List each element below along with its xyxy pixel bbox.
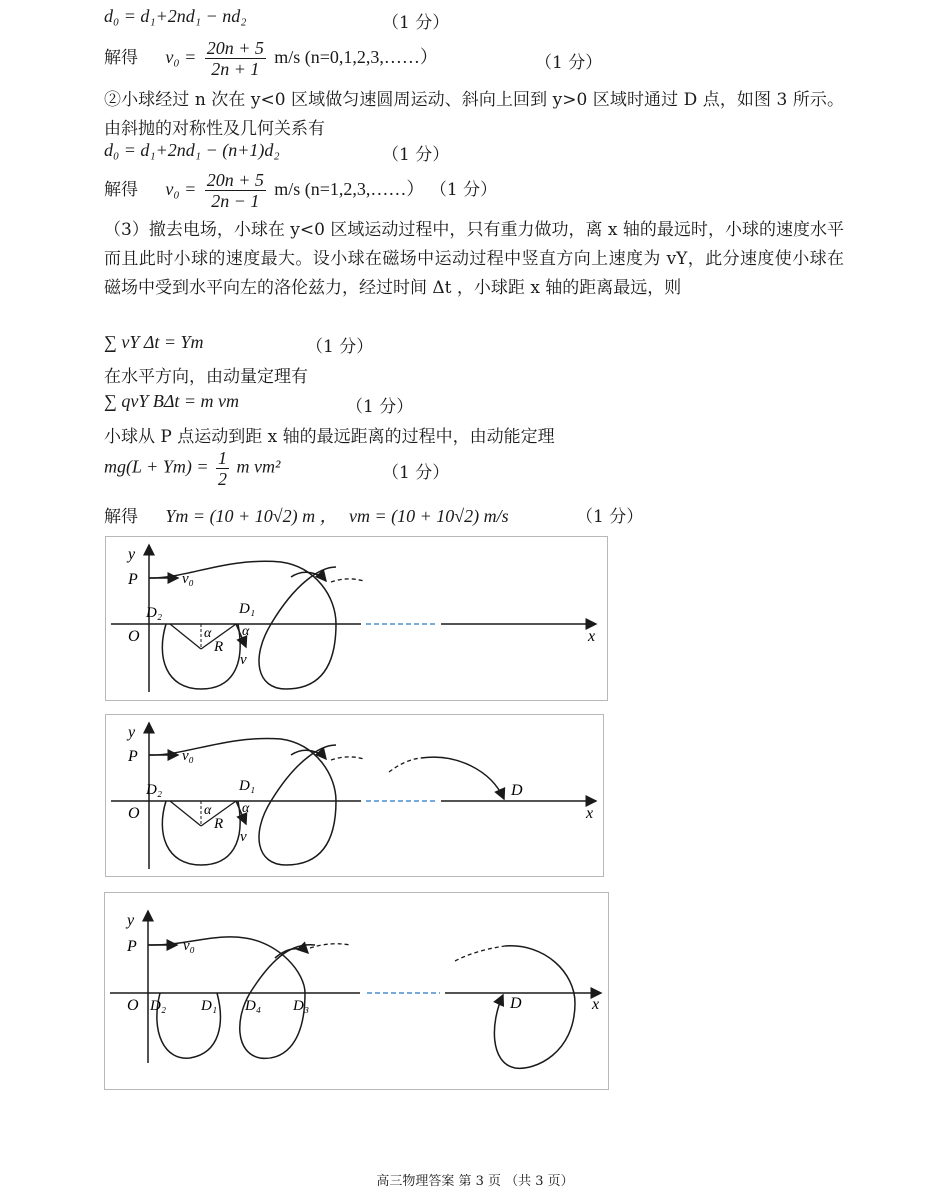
equation-d0-case2: d₀ = d₁+2nd₁ − (n+1)d₂ [104,140,280,160]
label-v0: v₀ [182,748,194,764]
label-D2: D₂ [150,998,167,1014]
part3-paragraph: （3）撤去电场，小球在 y<0 区域运动过程中，只有重力做功，离 x 轴的最远时，小球的速度水平而且此时小球的速度最大。设小球在磁场中运动过程中竖直方向上速度为 vY，此分速度使小球在磁场中受到水平向左的洛伦兹力，经过时间 Δt ，小球距 x 轴的距离最远，则 [104,220,844,298]
label-alpha: α [204,626,212,641]
fraction-numerator: 1 [217,448,227,468]
energy-rhs: m vm² [236,456,281,477]
label-D2: D₂ [146,605,163,621]
points-sol1: （1 分） [535,53,603,73]
label-R: R [214,639,224,655]
trajectory-far-dashed [455,946,505,961]
v0-fraction [205,170,266,211]
fraction-numerator: 20n + 5 [206,38,264,58]
vm-result: vm = (10 + 10√2) m/s [348,506,509,526]
fraction-denominator: 2 [217,469,227,489]
trajectory-end [291,750,326,759]
equation-energy [104,448,280,489]
radius-line [170,801,201,826]
points-eq5: （1 分） [382,463,450,483]
points-eq2: （1 分） [382,145,450,165]
trajectory [148,937,315,1059]
label-y: y [128,546,136,563]
label-alpha-2: α [242,801,250,816]
v0-unit: m/s (n=1,2,3,……） [274,179,425,199]
points-eq1: （1 分） [382,13,450,33]
momentum-theorem-text: 在水平方向，由动量定理有 [104,367,308,387]
trajectory-dashed-end [331,757,364,760]
label-D1: D₁ [239,601,256,617]
label-v0: v₀ [183,938,195,954]
trajectory-final-loop [494,946,575,1069]
points-eq4: （1 分） [346,397,414,417]
solution-v0-case2 [104,170,497,211]
label-O: O [127,997,139,1014]
trajectory-far-dashed [389,758,421,772]
energy-theorem-text: 小球从 P 点运动到距 x 轴的最远距离的过程中，由动能定理 [104,427,555,447]
label-P: P [128,571,138,588]
label-v: v [240,652,247,668]
solve-label: 解得 [104,180,138,200]
trajectory-to-D [421,757,504,799]
label-P: P [127,938,137,955]
label-D3: D₃ [293,998,310,1014]
points-result: （1 分） [576,507,644,527]
equation-d0-case1: d₀ = d₁+2nd₁ − nd₂ [104,6,247,26]
v0-lhs: v₀ = [165,47,197,67]
half-fraction [216,448,229,489]
v0-unit: m/s (n=0,1,2,3,……） [274,47,438,67]
trajectory-loop-1 [162,624,240,689]
case2-paragraph: ②小球经过 n 次在 y<0 区域做匀速圆周运动、斜向上回到 y>0 区域时通过 D 点，如图 3 所示。由斜抛的对称性及几何关系有 [104,90,844,139]
radius-line [170,624,201,649]
figure-3 [104,892,609,1090]
solve-label: 解得 [104,507,138,527]
label-x: x [586,805,594,822]
trajectory-dashed-end [310,944,350,948]
label-O: O [128,628,140,645]
label-R: R [214,816,224,832]
energy-lhs: mg(L + Ym) = [104,456,209,477]
solution-v0-case1 [104,38,438,79]
points-sol2: （1 分） [429,180,498,200]
v0-fraction [205,38,266,79]
label-P: P [128,748,138,765]
page-footer: 高三物理答案 第 3 页 （共 3 页） [376,1174,574,1189]
label-y: y [127,912,135,929]
label-y: y [128,724,136,741]
ym-result: Ym = (10 + 10√2) m ， [165,506,338,526]
label-D: D [511,782,523,799]
v0-lhs: v₀ = [165,179,197,199]
fraction-denominator: 2n + 1 [211,59,260,79]
fraction-numerator: 20n + 5 [206,170,264,190]
equation-momentum: ∑ qvY BΔt = m vm [104,391,240,411]
points-eq3: （1 分） [306,337,374,357]
label-v: v [240,829,247,845]
label-D: D [510,995,522,1012]
final-result [104,502,509,528]
label-O: O [128,805,140,822]
solve-label: 解得 [104,48,138,68]
label-alpha-2: α [242,624,250,639]
label-alpha: α [204,803,212,818]
label-D1: D₁ [201,998,218,1014]
fraction-denominator: 2n − 1 [211,191,260,211]
label-D4: D₄ [245,998,262,1014]
label-x: x [588,628,596,645]
label-x: x [592,996,600,1013]
label-D1: D₁ [239,778,256,794]
trajectory-dashed-end [331,579,364,582]
label-v0: v₀ [182,571,194,587]
label-D2: D₂ [146,782,163,798]
equation-sum-vy: ∑ vY Δt = Ym [104,332,204,352]
figure-1 [105,536,608,701]
trajectory-loop-1 [162,801,240,865]
figure-2 [105,714,604,877]
